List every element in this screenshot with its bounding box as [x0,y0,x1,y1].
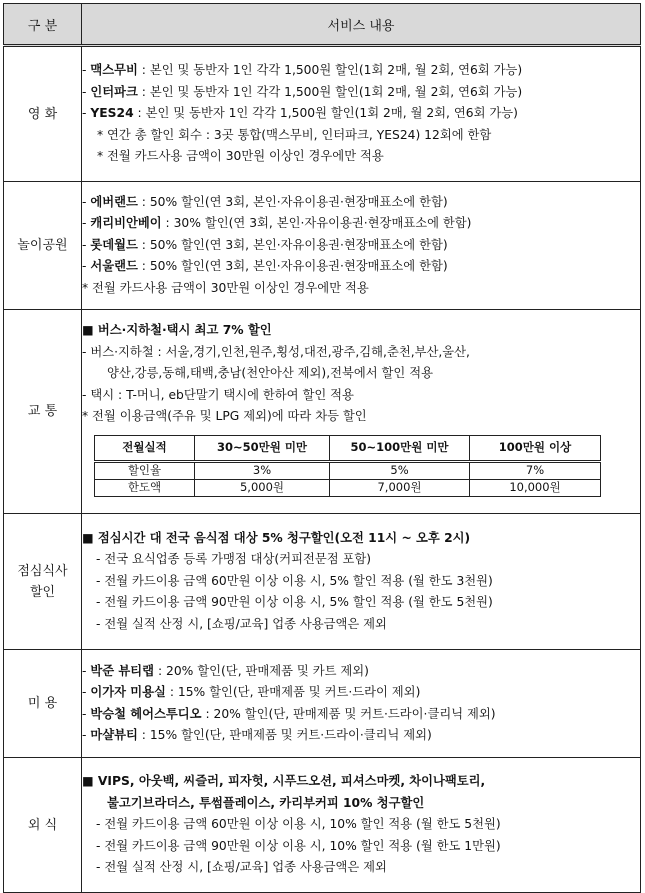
list-item: - 전월 카드이용 금액 60만원 이상 이용 시, 10% 할인 적용 (월 한도 5천원) [96,817,501,832]
header-content: 서비스 내용 [82,4,641,46]
list-item: - 마샬뷰티 : 15% 할인(단, 판매제품 및 커트·드라이·클리닉 제외) [82,727,432,742]
list-item: - 전월 카드이용 금액 90만원 이상 이용 시, 10% 할인 적용 (월 한도 1만원) [96,838,501,853]
list-item: - 전국 요식업종 등록 가맹점 대상(커피전문점 포함) [96,552,372,567]
list-item: - 전월 카드이용 금액 60만원 이상 이용 시, 5% 할인 적용 (월 한도 3천원) [96,573,493,588]
fee-header-cell: 100만원 이상 [470,435,601,461]
table-row [95,479,601,496]
category-transport: 교 통 [4,310,82,514]
list-item: - 전월 실적 산정 시, [쇼핑/교육] 업종 사용금액은 제외 [96,860,387,875]
fee-cell: 한도액 [95,479,195,496]
section-headline: ■ VIPS, 아웃백, 씨즐러, 피자헛, 시푸드오션, 피셔스마켓, 차이나팩토리, [82,774,486,789]
fee-cell: 3% [195,461,330,479]
fee-cell: 7% [470,461,601,479]
fee-cell: 10,000원 [470,479,601,496]
list-item: - 에버랜드 : 50% 할인(연 3회, 본인·자유이용권·현장매표소에 한함) [82,194,448,209]
category-lunch: 점심식사 할인 [4,514,82,650]
fee-cell: 5% [330,461,470,479]
note-text: * 전월 이용금액(주유 및 LPG 제외)에 따라 차등 할인 [82,409,367,424]
list-item: - 박승철 헤어스투디오 : 20% 할인(단, 판매제품 및 커트·드라이·클리닉 제외) [82,706,496,721]
benefits-table [3,3,641,893]
list-item: - 맥스무비 : 본인 및 동반자 1인 각각 1,500원 할인(1회 2매, 월 2회, 연6회 가능) [82,63,523,78]
discount-rate-table [94,435,601,497]
section-headline: ■ 점심시간 대 전국 음식점 대상 5% 청구할인(오전 11시 ~ 오후 2시) [82,530,471,545]
list-item: - 전월 실적 산정 시, [쇼핑/교육] 업종 사용금액은 제외 [96,616,387,631]
category-dining: 외 식 [4,758,82,893]
list-item: - 인터파크 : 본인 및 동반자 1인 각각 1,500원 할인(1회 2매, 월 2회, 연6회 가능) [82,84,523,99]
list-item: - 캐리비안베이 : 30% 할인(연 3회, 본인·자유이용권·현장매표소에 한함) [82,216,472,231]
fee-header-cell: 30~50만원 미만 [195,435,330,461]
category-beauty: 미 용 [4,650,82,758]
row-movie [4,46,641,182]
content-lunch [82,514,641,650]
fee-header-cell: 50~100만원 미만 [330,435,470,461]
note-text: * 전월 카드사용 금액이 30만원 이상인 경우에만 적용 [82,280,369,295]
fee-cell: 5,000원 [195,479,330,496]
list-item: - 서울랜드 : 50% 할인(연 3회, 본인·자유이용권·현장매표소에 한함) [82,259,448,274]
content-movie [82,46,641,182]
note-text: * 전월 카드사용 금액이 30만원 이상인 경우에만 적용 [97,149,384,164]
row-lunch [4,514,641,650]
section-headline: ■ 버스·지하철·택시 최고 7% 할인 [82,323,272,338]
list-item: - 박준 뷰티랩 : 20% 할인(단, 판매제품 및 카트 제외) [82,663,369,678]
fee-header-cell: 전월실적 [95,435,195,461]
fee-cell: 7,000원 [330,479,470,496]
table-row [95,461,601,479]
list-item: - 택시 : T-머니, eb단말기 택시에 한하여 할인 적용 [82,387,354,402]
list-item: - YES24 : 본인 및 동반자 1인 각각 1,500원 할인(1회 2매, 월 2회, 연6회 가능) [82,106,518,121]
list-item: - 버스·지하철 : 서울,경기,인천,원주,횡성,대전,광주,김해,춘천,부산,울산, [82,344,470,359]
fee-cell: 할인율 [95,461,195,479]
fee-table-header [95,435,601,461]
table-header-row [4,4,641,46]
row-dining [4,758,641,893]
content-park [82,182,641,310]
row-park [4,182,641,310]
category-movie: 영 화 [4,46,82,182]
list-item: - 전월 카드이용 금액 90만원 이상 이용 시, 5% 할인 적용 (월 한도 5천원) [96,595,493,610]
row-beauty [4,650,641,758]
list-item: - 이가자 미용실 : 15% 할인(단, 판매제품 및 커트·드라이 제외) [82,685,421,700]
header-category: 구 분 [4,4,82,46]
row-transport [4,310,641,514]
content-beauty [82,650,641,758]
content-dining [82,758,641,893]
category-park: 놀이공원 [4,182,82,310]
list-item-continued: 양산,강릉,동해,태백,충남(천안아산 제외),전북에서 할인 적용 [107,366,433,381]
list-item: - 롯데월드 : 50% 할인(연 3회, 본인·자유이용권·현장매표소에 한함) [82,237,448,252]
content-transport [82,310,641,514]
note-text: * 연간 총 할인 회수 : 3곳 통합(맥스무비, 인터파크, YES24) 12회에 한함 [97,127,492,142]
section-headline-continued: 불고기브라더스, 투썸플레이스, 카리부커피 10% 청구할인 [107,795,425,810]
